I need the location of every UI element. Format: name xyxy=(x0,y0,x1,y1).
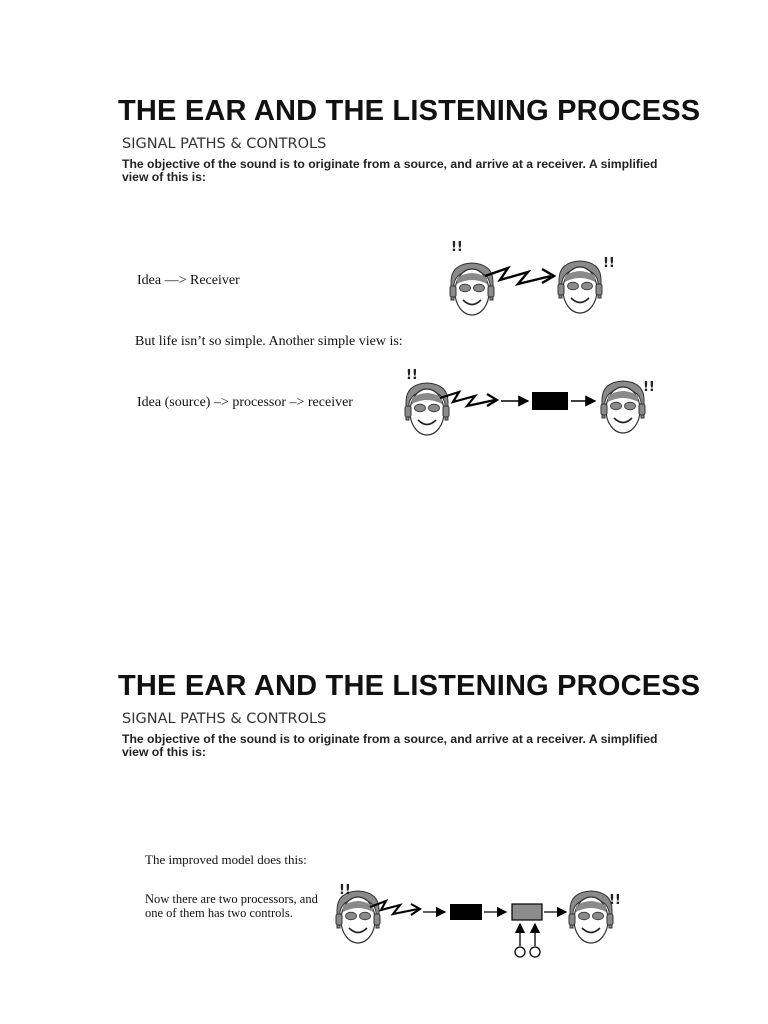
receiver-face-icon xyxy=(569,891,613,943)
two-processors-text: Now there are two processors, and one of them has two controls. xyxy=(145,892,318,920)
receiver-face-icon xyxy=(558,261,602,313)
receiver-exclaim: !! xyxy=(609,893,621,908)
slide-2 xyxy=(0,575,768,1024)
diagram-2-label: Idea (source) –> processor –> receiver xyxy=(137,395,353,410)
receiver-face-icon xyxy=(601,381,645,433)
slide-title: THE EAR AND THE LISTENING PROCESS xyxy=(118,670,701,702)
control-1-knob-icon xyxy=(515,947,525,957)
slide-title: THE EAR AND THE LISTENING PROCESS xyxy=(118,95,701,127)
receiver-exclaim: !! xyxy=(643,380,655,395)
improved-model-text: The improved model does this: xyxy=(145,852,307,867)
diagram-1-label: Idea —> Receiver xyxy=(137,273,240,288)
slide-subtitle: SIGNAL PATHS & CONTROLS xyxy=(122,136,327,152)
source-face-icon xyxy=(336,891,380,943)
source-exclaim: !! xyxy=(451,240,463,255)
control-2-knob-icon xyxy=(530,947,540,957)
processor-2-box xyxy=(512,904,542,920)
improved-model-diagram xyxy=(332,885,632,965)
transition-text: But life isn’t so simple. Another simple view is: xyxy=(135,334,403,349)
source-exclaim: !! xyxy=(339,883,351,898)
signal-zigzag-arrow xyxy=(485,268,551,284)
source-face-icon xyxy=(405,383,449,435)
receiver-exclaim: !! xyxy=(603,256,615,271)
processor-diagram xyxy=(395,370,665,445)
processor-box xyxy=(532,392,568,410)
slide-description: The objective of the sound is to originate from a source, and arrive at a receiver. A simplified view of this is: xyxy=(122,157,658,184)
processor-1-box xyxy=(450,904,482,920)
slide-description: The objective of the sound is to originate from a source, and arrive at a receiver. A simplified view of this is: xyxy=(122,732,658,759)
slide-subtitle: SIGNAL PATHS & CONTROLS xyxy=(122,711,327,727)
source-face-icon xyxy=(450,263,494,315)
source-exclaim: !! xyxy=(406,368,418,383)
